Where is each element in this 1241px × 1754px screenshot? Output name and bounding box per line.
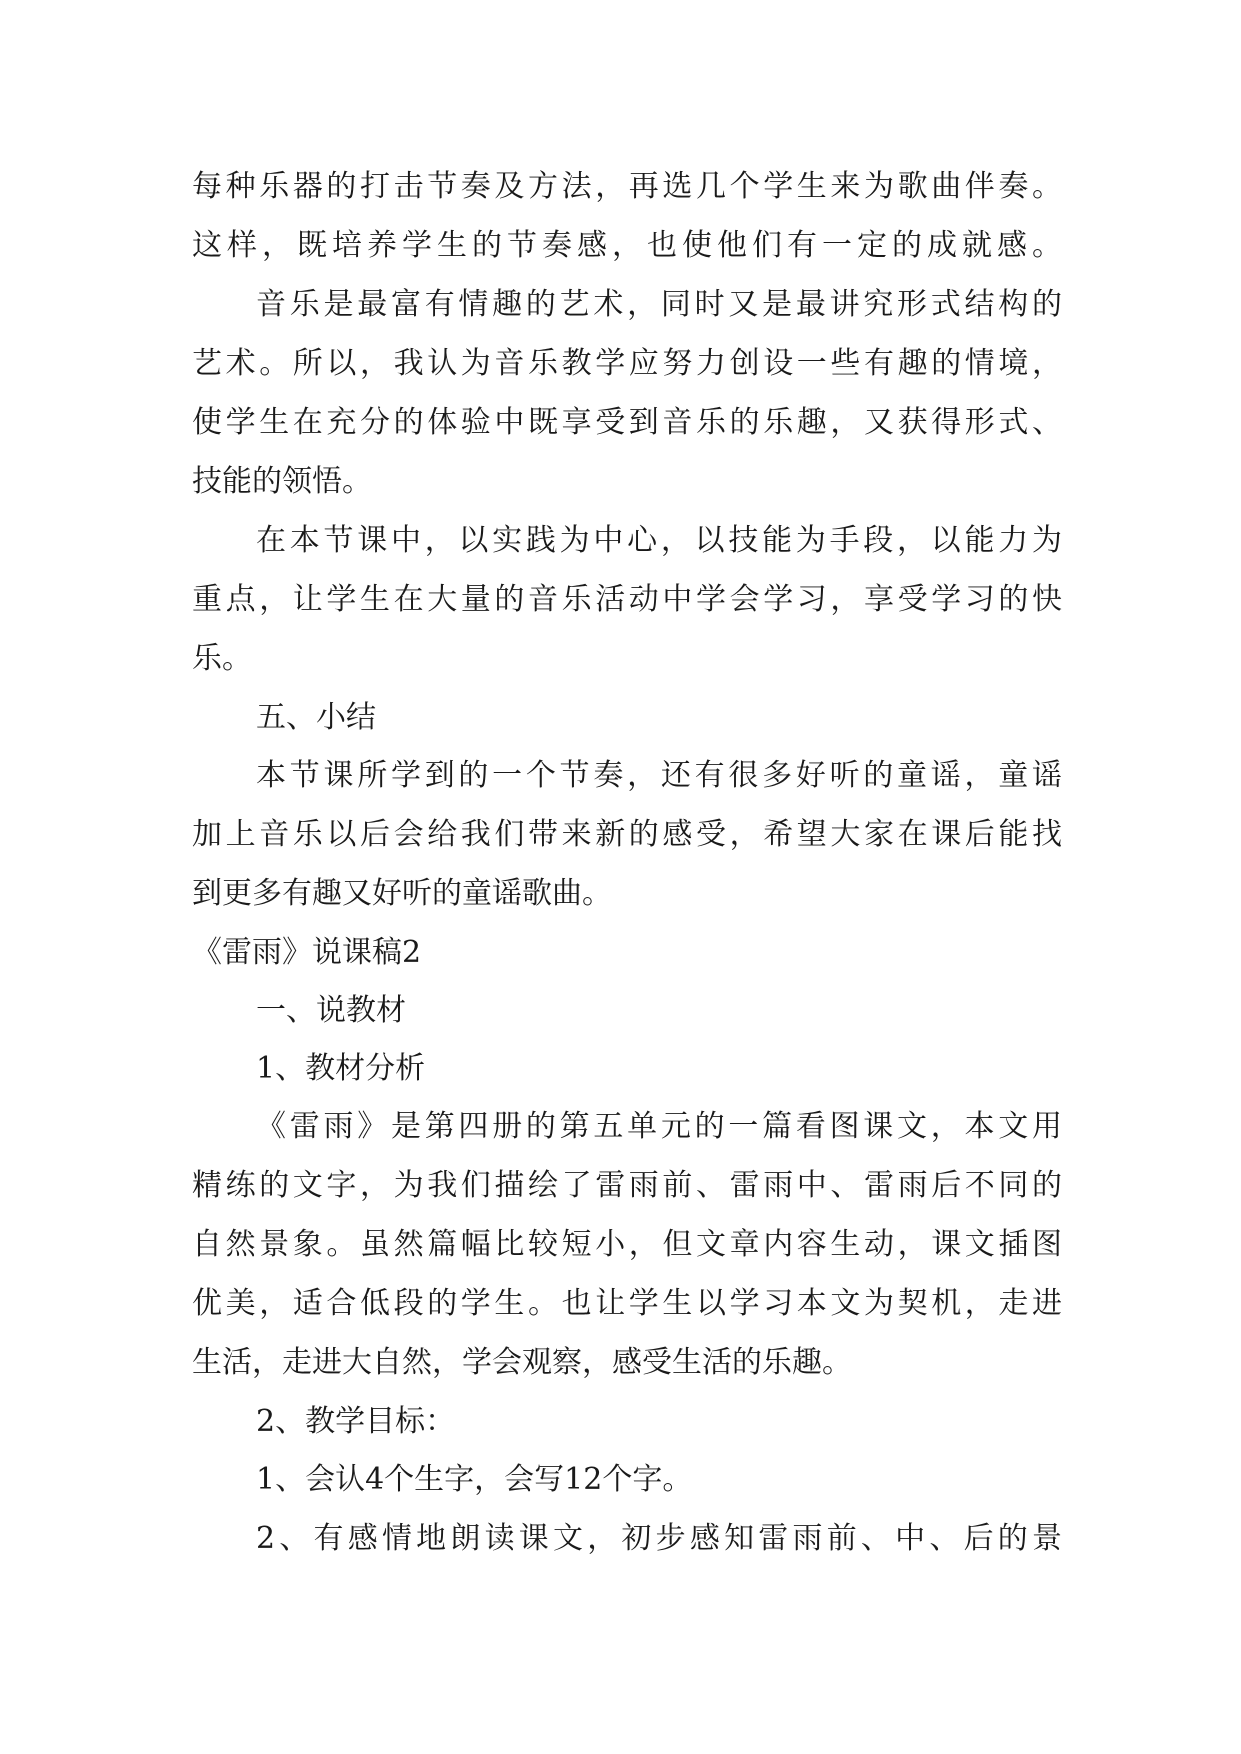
subsection-heading: 2、教学目标： — [256, 1404, 456, 1439]
text-line: 在本节课中，以实践为中心，以技能为手段，以能力为 — [256, 523, 1062, 558]
section-heading: 五、小结 — [256, 700, 376, 735]
subsection-heading: 1、教材分析 — [256, 1051, 426, 1086]
text-line: 本节课所学到的一个节奏，还有很多好听的童谣，童谣 — [256, 758, 1062, 793]
document-body — [192, 162, 1062, 1573]
list-item: 2、有感情地朗读课文，初步感知雷雨前、中、后的景 — [256, 1521, 1062, 1556]
text-line: 每种乐器的打击节奏及方法，再选几个学生来为歌曲伴奏。 — [192, 169, 1062, 204]
text-line: 加上音乐以后会给我们带来新的感受，希望大家在课后能找 — [192, 817, 1062, 852]
text-line: 这样，既培养学生的节奏感，也使他们有一定的成就感。 — [192, 228, 1062, 263]
text-line: 音乐是最富有情趣的艺术，同时又是最讲究形式结构的 — [256, 287, 1062, 322]
text-line: 精练的文字，为我们描绘了雷雨前、雷雨中、雷雨后不同的 — [192, 1168, 1062, 1203]
text-line: 自然景象。虽然篇幅比较短小，但文章内容生动，课文插图 — [192, 1227, 1062, 1262]
text-line: 重点，让学生在大量的音乐活动中学会学习，享受学习的快 — [192, 582, 1062, 617]
text-line: 优美，适合低段的学生。也让学生以学习本文为契机，走进 — [192, 1286, 1062, 1321]
list-item: 1、会认4个生字，会写12个字。 — [256, 1462, 693, 1497]
text-line: 到更多有趣又好听的童谣歌曲。 — [192, 876, 612, 911]
section-heading: 一、说教材 — [256, 993, 406, 1028]
document-title: 《雷雨》说课稿2 — [192, 935, 422, 970]
text-line: 乐。 — [192, 641, 252, 676]
text-line: 技能的领悟。 — [192, 464, 372, 499]
text-line: 艺术。所以，我认为音乐教学应努力创设一些有趣的情境， — [192, 346, 1062, 381]
text-line: 使学生在充分的体验中既享受到音乐的乐趣，又获得形式、 — [192, 405, 1062, 440]
text-line: 《雷雨》是第四册的第五单元的一篇看图课文，本文用 — [256, 1109, 1062, 1144]
text-line: 生活，走进大自然，学会观察，感受生活的乐趣。 — [192, 1345, 852, 1380]
